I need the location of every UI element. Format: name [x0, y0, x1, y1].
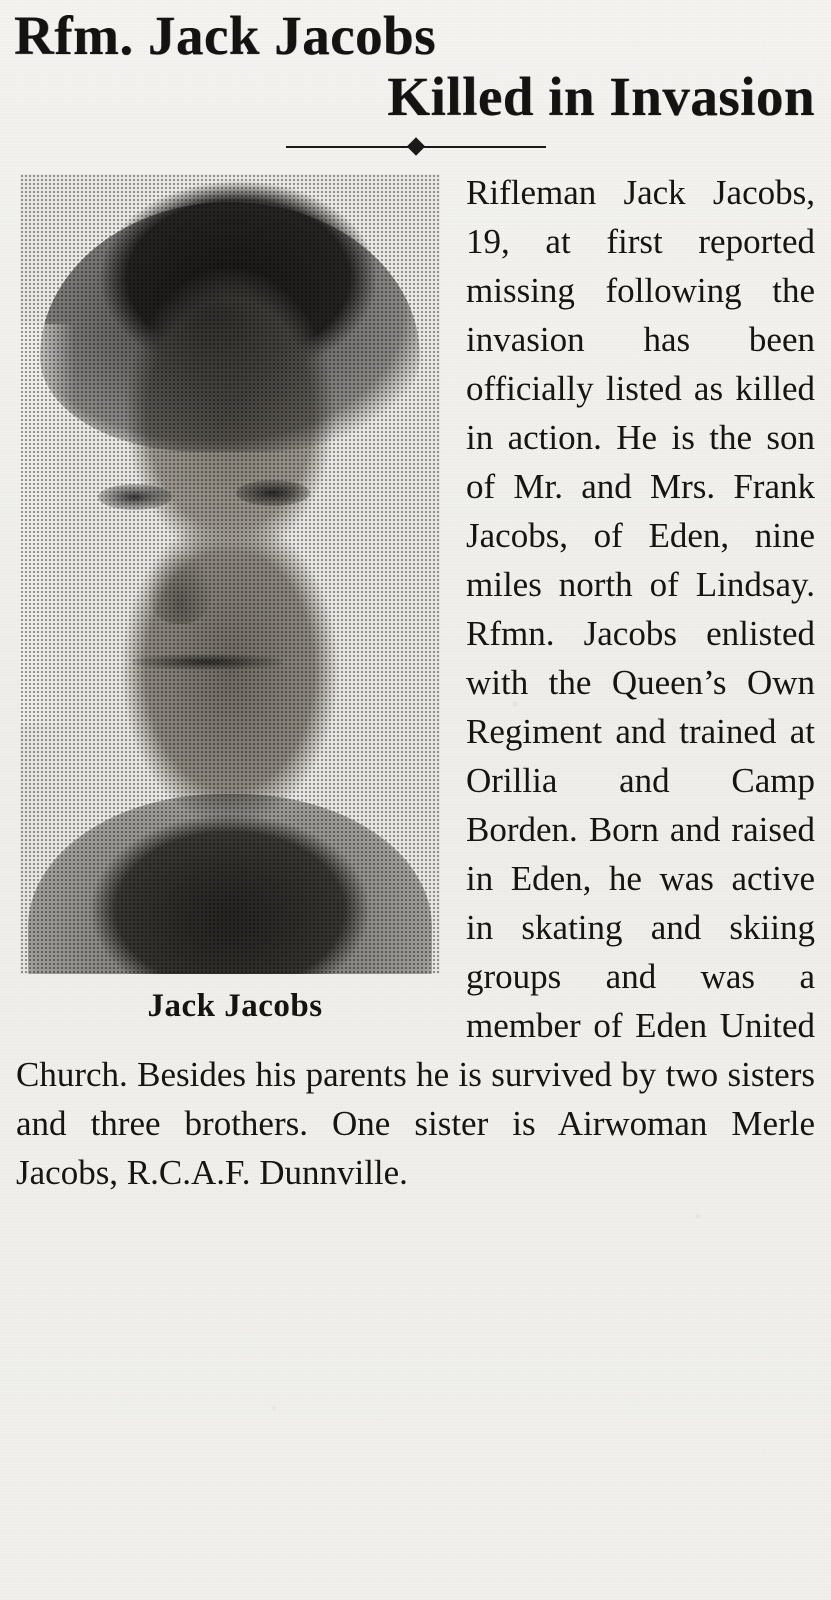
- portrait-photo: [20, 174, 440, 974]
- divider-diamond-ornament: [406, 137, 424, 155]
- portrait-photo-block: [20, 174, 450, 1028]
- halftone-dot-screen: [20, 174, 440, 974]
- article-text: Rifleman Jack Jacobs, 19, at first reported missing following the invasion has been officially listed as killed in action. He is the son of Mr. and Mrs. Frank Jacobs, of Eden, nine miles north of Lindsay. Rfmn. Jacobs enlisted with the Queen’s Own Regiment and trained at Orillia and Camp Borden. Born and raised in Eden, he was active in skating and skiing groups and was a member of Eden United Church. Besides his parents he is survived by two sisters and three brothers. One sister is Airwoman Merle Jacobs, R.C.A.F. Dunnville.: [16, 173, 815, 1192]
- headline: [10, 0, 821, 128]
- photo-caption: Jack Jacobs: [147, 988, 323, 1024]
- headline-divider: [10, 134, 821, 160]
- headline-line-2: Killed in Invasion: [387, 66, 815, 127]
- article-body-container: [10, 168, 821, 1197]
- headline-line-1: Rfm. Jack Jacobs: [14, 5, 437, 66]
